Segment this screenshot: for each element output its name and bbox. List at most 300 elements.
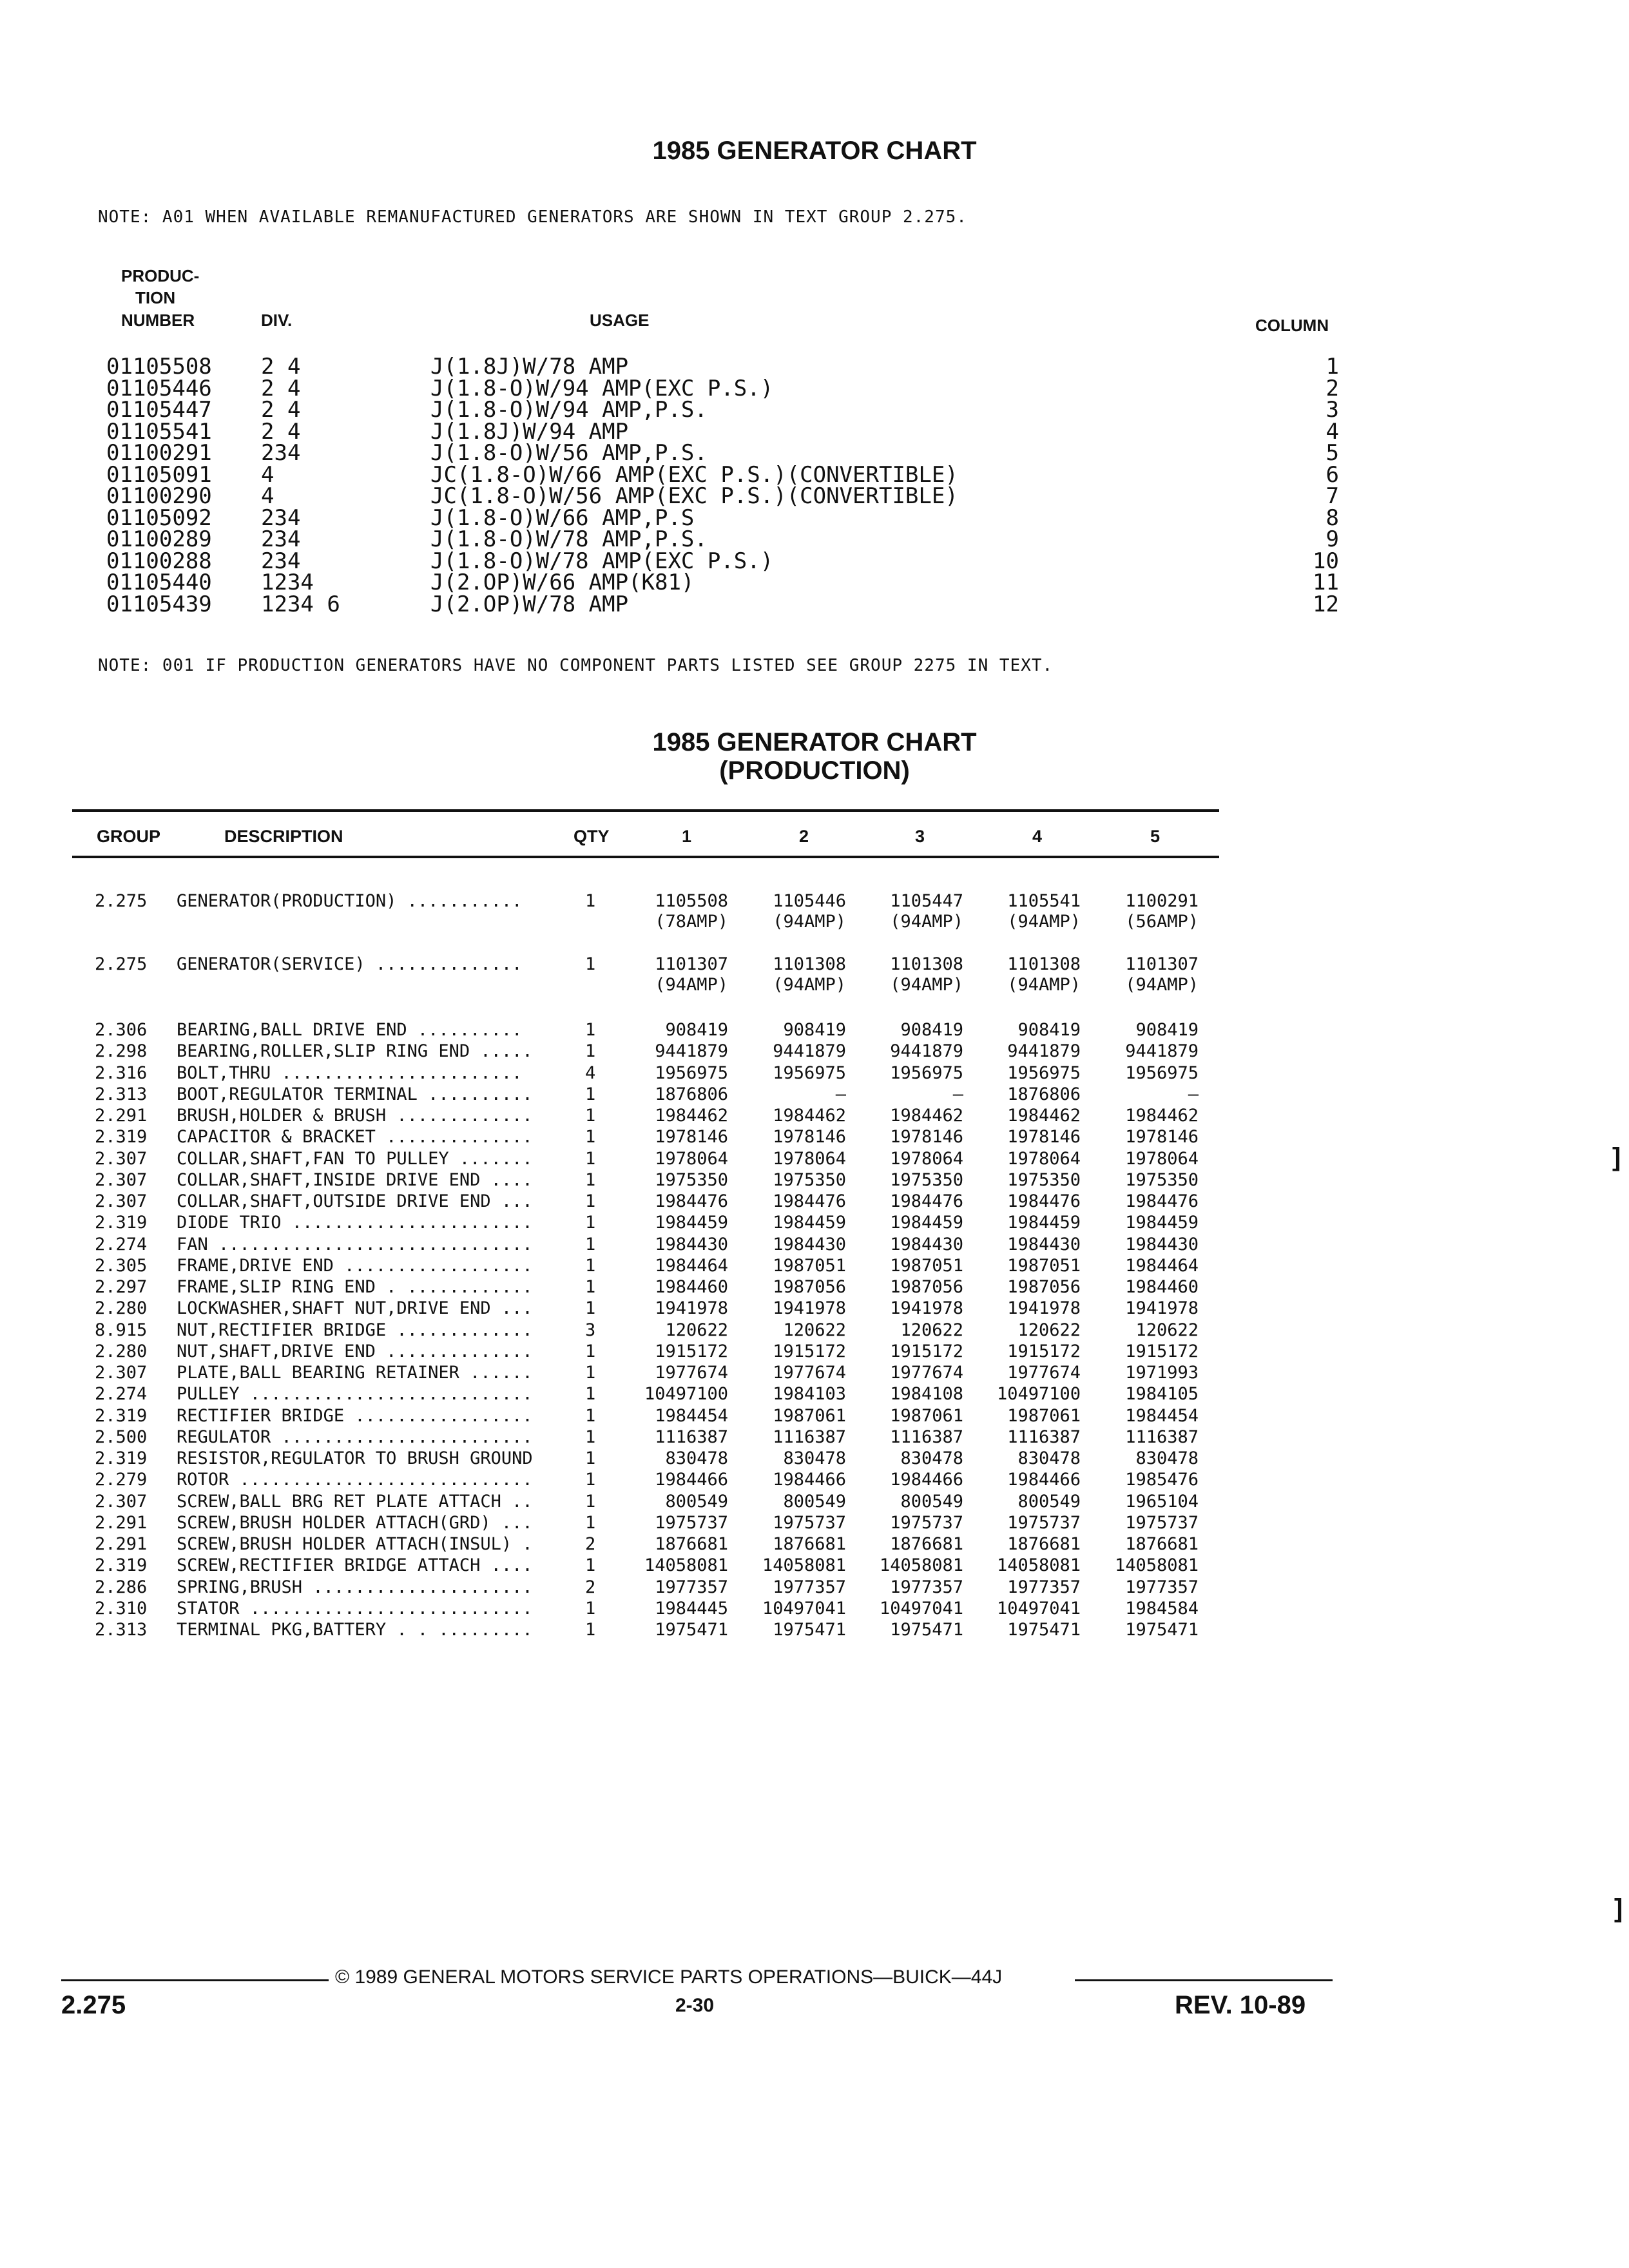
usage-text: J(1.8-O)W/56 AMP,P.S.: [430, 440, 708, 466]
header-usage: USAGE: [590, 311, 650, 330]
part-number-cell: 1984466: [773, 1470, 846, 1490]
header-column: COLUMN: [1255, 316, 1329, 335]
part-number-cell: 830478: [900, 1448, 963, 1468]
production-number: 01105440: [106, 570, 212, 595]
part-number-cell: 1101307: [1125, 954, 1199, 974]
part-number-cell: 14058081: [879, 1555, 963, 1576]
description-cell: NUT,SHAFT,DRIVE END ..............: [177, 1341, 533, 1361]
part-number-cell: 9441879: [1007, 1041, 1081, 1062]
column-number: 7: [1325, 483, 1339, 509]
usage-text: J(1.8-O)W/66 AMP,P.S: [430, 505, 695, 531]
table-row: [0, 1405, 1629, 1427]
part-number-cell: 800549: [1017, 1491, 1081, 1512]
part-number-cell: 1915172: [1007, 1341, 1081, 1361]
part-number-cell: 830478: [783, 1448, 846, 1468]
column-number: 6: [1325, 461, 1339, 488]
part-number-cell: 10497041: [762, 1598, 846, 1619]
table-row: [0, 1298, 1629, 1319]
table-header-rule: [72, 856, 1219, 858]
part-number-cell: 1915172: [655, 1341, 728, 1361]
table-row: [0, 1341, 1629, 1362]
part-number-cell: 1984460: [1125, 1277, 1199, 1297]
group-cell: 2.275: [95, 891, 148, 911]
part-number-cell: 1876681: [890, 1534, 963, 1554]
part-number-cell: 1984460: [655, 1277, 728, 1297]
part-number-cell: 1956975: [1125, 1062, 1199, 1083]
part-number-cell: (56AMP): [1125, 912, 1199, 932]
part-number-cell: 1984476: [1007, 1191, 1081, 1211]
part-number-cell: 1978064: [1007, 1148, 1081, 1169]
margin-mark-1: ]: [1612, 1143, 1621, 1171]
part-number-cell: 1977674: [773, 1363, 846, 1383]
part-number-cell: 1984466: [655, 1470, 728, 1490]
part-number-cell: 1987061: [1007, 1405, 1081, 1426]
part-number-cell: 908419: [900, 1020, 963, 1040]
part-number-cell: 14058081: [1114, 1555, 1199, 1576]
description-cell: RECTIFIER BRIDGE .................: [177, 1405, 533, 1426]
table-row: [0, 1383, 1629, 1405]
table-row: [0, 1362, 1629, 1383]
column-number: 4: [1325, 418, 1339, 445]
table-row: [0, 1533, 1629, 1555]
part-number-cell: (94AMP): [773, 975, 846, 995]
part-number-cell: 908419: [1135, 1020, 1199, 1040]
table-row: [0, 1062, 1629, 1084]
usage-row: [0, 485, 1629, 507]
part-number-cell: 1984430: [655, 1234, 728, 1254]
division: 4: [261, 461, 275, 488]
group-cell: 2.307: [95, 1169, 148, 1190]
usage-text: J(1.8-O)W/94 AMP,P.S.: [430, 397, 708, 423]
qty-cell: 1: [585, 1106, 596, 1126]
part-number-cell: 1978146: [890, 1127, 963, 1148]
part-number-cell: 1977674: [655, 1363, 728, 1383]
table2-header: [0, 826, 1629, 847]
header-group: GROUP: [97, 827, 161, 846]
header-description: DESCRIPTION: [224, 827, 343, 846]
part-number-cell: 14058081: [762, 1555, 846, 1576]
part-number-cell: 1987056: [1007, 1277, 1081, 1297]
division: 234: [261, 440, 301, 466]
part-number-cell: 1915172: [1125, 1341, 1199, 1361]
part-number-cell: 830478: [1135, 1448, 1199, 1468]
table-row: [0, 1041, 1629, 1062]
part-number-cell: 830478: [665, 1448, 728, 1468]
part-number-cell: 1975737: [655, 1512, 728, 1533]
table-row: [0, 1105, 1629, 1126]
description-cell: SCREW,BRUSH HOLDER ATTACH(GRD) ...: [177, 1512, 533, 1533]
part-number-cell: 1984108: [890, 1384, 963, 1405]
table-row: [0, 1212, 1629, 1233]
part-number-cell: 1984462: [655, 1106, 728, 1126]
division: 2 4: [261, 375, 301, 401]
qty-cell: 1: [585, 1020, 596, 1040]
part-number-cell: 1984430: [773, 1234, 846, 1254]
part-number-cell: 1984476: [773, 1191, 846, 1211]
part-number-cell: 1975737: [890, 1512, 963, 1533]
qty-cell: 1: [585, 891, 596, 911]
part-number-cell: 1975471: [655, 1620, 728, 1640]
part-number-cell: 120622: [1135, 1320, 1199, 1340]
part-number-cell: 1984459: [1125, 1213, 1199, 1233]
part-number-cell: 1876681: [655, 1534, 728, 1554]
part-number-cell: 1876681: [773, 1534, 846, 1554]
production-number: 01100290: [106, 483, 212, 509]
part-number-cell: 1975737: [1007, 1512, 1081, 1533]
part-number-cell: 1984430: [1007, 1234, 1081, 1254]
division: 2 4: [261, 354, 301, 380]
qty-cell: 1: [585, 1213, 596, 1233]
part-number-cell: 9441879: [773, 1041, 846, 1062]
table-row: [0, 1512, 1629, 1533]
part-number-cell: 1984459: [1007, 1213, 1081, 1233]
part-number-cell: (78AMP): [655, 912, 728, 932]
part-number-cell: 1984459: [655, 1213, 728, 1233]
table-row: [0, 974, 1629, 995]
usage-text: J(1.8-O)W/78 AMP,P.S.: [430, 526, 708, 552]
part-number-cell: 1105541: [1007, 891, 1081, 911]
group-cell: 2.280: [95, 1341, 148, 1361]
qty-cell: 3: [585, 1320, 596, 1340]
group-cell: 2.291: [95, 1512, 148, 1533]
group-cell: 2.297: [95, 1277, 148, 1297]
description-cell: SCREW,BALL BRG RET PLATE ATTACH ..: [177, 1491, 533, 1512]
header-production-line3: NUMBER: [121, 311, 195, 330]
description-cell: BRUSH,HOLDER & BRUSH .............: [177, 1106, 533, 1126]
part-number-cell: 1975350: [773, 1169, 846, 1190]
part-number-cell: 1975737: [1125, 1512, 1199, 1533]
production-number: 01105092: [106, 505, 212, 531]
part-number-cell: —: [835, 1084, 846, 1104]
part-number-cell: 1876806: [1007, 1084, 1081, 1104]
division: 4: [261, 483, 275, 509]
footer-rule-left: [61, 1979, 329, 1981]
group-cell: 2.274: [95, 1384, 148, 1405]
part-number-cell: 1984476: [890, 1191, 963, 1211]
qty-cell: 1: [585, 1470, 596, 1490]
part-number-cell: 1876681: [1125, 1534, 1199, 1554]
part-number-cell: 1987051: [773, 1255, 846, 1276]
description-cell: LOCKWASHER,SHAFT NUT,DRIVE END ...: [177, 1298, 533, 1319]
part-number-cell: 1975471: [1007, 1620, 1081, 1640]
group-cell: 2.275: [95, 954, 148, 974]
part-number-cell: 1978064: [1125, 1148, 1199, 1169]
part-number-cell: 1941978: [655, 1298, 728, 1319]
table-row: [0, 911, 1629, 932]
part-number-cell: 1876681: [1007, 1534, 1081, 1554]
group-cell: 2.319: [95, 1213, 148, 1233]
group-cell: 2.307: [95, 1148, 148, 1169]
description-cell: COLLAR,SHAFT,OUTSIDE DRIVE END ...: [177, 1191, 533, 1211]
chart-title: 1985 GENERATOR CHART: [652, 137, 977, 165]
table-row: [0, 1448, 1629, 1469]
part-number-cell: 1941978: [890, 1298, 963, 1319]
group-cell: 2.306: [95, 1020, 148, 1040]
part-number-cell: —: [952, 1084, 963, 1104]
part-number-cell: 1105446: [773, 891, 846, 911]
column-number: 2: [1325, 375, 1339, 401]
part-number-cell: (94AMP): [1125, 975, 1199, 995]
part-number-cell: 1984430: [1125, 1234, 1199, 1254]
part-number-cell: (94AMP): [1007, 975, 1081, 995]
production-number: 01100291: [106, 440, 212, 466]
part-number-cell: 14058081: [644, 1555, 728, 1576]
column-number: 12: [1313, 591, 1339, 617]
part-number-cell: 1116387: [655, 1427, 728, 1447]
part-number-cell: (94AMP): [1007, 912, 1081, 932]
description-cell: BOOT,REGULATOR TERMINAL ..........: [177, 1084, 533, 1104]
table-row: [0, 1598, 1629, 1619]
part-number-cell: 1971993: [1125, 1363, 1199, 1383]
part-number-cell: (94AMP): [890, 912, 963, 932]
group-cell: 2.291: [95, 1106, 148, 1126]
part-number-cell: 1978146: [1007, 1127, 1081, 1148]
table-row: [0, 1491, 1629, 1512]
column-number: 8: [1325, 505, 1339, 531]
qty-cell: 1: [585, 1234, 596, 1254]
description-cell: RESISTOR,REGULATOR TO BRUSH GROUND: [177, 1448, 533, 1468]
part-number-cell: 1116387: [1007, 1427, 1081, 1447]
header-div: DIV.: [261, 311, 293, 330]
part-number-cell: 1984466: [1007, 1470, 1081, 1490]
description-cell: SPRING,BRUSH .....................: [177, 1577, 533, 1597]
qty-cell: 1: [585, 1084, 596, 1104]
group-cell: 2.305: [95, 1255, 148, 1276]
part-number-cell: 830478: [1017, 1448, 1081, 1468]
qty-cell: 1: [585, 1512, 596, 1533]
part-number-cell: 1984459: [890, 1213, 963, 1233]
production-number: 01100289: [106, 526, 212, 552]
part-number-cell: 800549: [783, 1491, 846, 1512]
qty-cell: 1: [585, 1427, 596, 1447]
qty-cell: 4: [585, 1062, 596, 1083]
description-cell: BEARING,BALL DRIVE END ..........: [177, 1020, 523, 1040]
part-number-cell: 1978064: [773, 1148, 846, 1169]
part-number-cell: 1984466: [890, 1470, 963, 1490]
page-number: 2-30: [675, 1995, 715, 2016]
group-cell: 2.319: [95, 1448, 148, 1468]
production-number: 01105439: [106, 591, 212, 617]
production-number: 01105446: [106, 375, 212, 401]
group-cell: 2.307: [95, 1363, 148, 1383]
header-production-line2: TION: [135, 288, 176, 307]
part-number-cell: 1956975: [655, 1062, 728, 1083]
usage-text: JC(1.8-O)W/56 AMP(EXC P.S.)(CONVERTIBLE): [430, 483, 958, 509]
part-number-cell: 1101308: [1007, 954, 1081, 974]
description-cell: FAN ..............................: [177, 1234, 533, 1254]
part-number-cell: 1105447: [890, 891, 963, 911]
description-cell: TERMINAL PKG,BATTERY . . .........: [177, 1620, 533, 1640]
part-number-cell: 1984454: [1125, 1405, 1199, 1426]
usage-text: J(1.8-O)W/78 AMP(EXC P.S.): [430, 548, 774, 574]
part-number-cell: 1965104: [1125, 1491, 1199, 1512]
table-row: [0, 1255, 1629, 1276]
usage-text: J(1.8J)W/78 AMP: [430, 354, 629, 380]
part-number-cell: (94AMP): [655, 975, 728, 995]
qty-cell: 1: [585, 1620, 596, 1640]
division: 1234 6: [261, 591, 340, 617]
footer-rule-right: [1075, 1979, 1333, 1981]
description-cell: NUT,RECTIFIER BRIDGE .............: [177, 1320, 533, 1340]
table-row: [0, 954, 1629, 975]
usage-row: [0, 461, 1629, 488]
division: 234: [261, 526, 301, 552]
part-number-cell: 120622: [783, 1320, 846, 1340]
description-cell: COLLAR,SHAFT,INSIDE DRIVE END ....: [177, 1169, 533, 1190]
part-number-cell: 800549: [665, 1491, 728, 1512]
table-row: [0, 1084, 1629, 1105]
part-number-cell: 1978146: [655, 1127, 728, 1148]
table-row: [0, 1469, 1629, 1490]
header-col-3: 3: [915, 827, 925, 846]
table-row: [0, 1234, 1629, 1255]
part-number-cell: 1116387: [773, 1427, 846, 1447]
part-number-cell: 1987061: [890, 1405, 963, 1426]
header-qty: QTY: [574, 827, 610, 846]
qty-cell: 1: [585, 954, 596, 974]
section-number: 2.275: [61, 1991, 126, 2019]
part-number-cell: 1975471: [890, 1620, 963, 1640]
qty-cell: 2: [585, 1534, 596, 1554]
part-number-cell: 1987061: [773, 1405, 846, 1426]
part-number-cell: 1987051: [890, 1255, 963, 1276]
description-cell: SCREW,BRUSH HOLDER ATTACH(INSUL) .: [177, 1534, 533, 1554]
usage-row: [0, 356, 1629, 378]
part-number-cell: 1984454: [655, 1405, 728, 1426]
part-number-cell: 1978064: [655, 1148, 728, 1169]
part-number-cell: 1977357: [1125, 1577, 1199, 1597]
part-number-cell: 908419: [665, 1020, 728, 1040]
part-number-cell: 1941978: [773, 1298, 846, 1319]
part-number-cell: 1984464: [1125, 1255, 1199, 1276]
qty-cell: 1: [585, 1127, 596, 1148]
part-number-cell: 908419: [1017, 1020, 1081, 1040]
header-col-1: 1: [682, 827, 692, 846]
part-number-cell: 1105508: [655, 891, 728, 911]
part-number-cell: 1941978: [1007, 1298, 1081, 1319]
part-number-cell: 1984462: [890, 1106, 963, 1126]
part-number-cell: 1984462: [1007, 1106, 1081, 1126]
table-row: [0, 1427, 1629, 1448]
header-col-4: 4: [1032, 827, 1043, 846]
table-row: [0, 1619, 1629, 1640]
group-cell: 2.319: [95, 1127, 148, 1148]
part-number-cell: 1915172: [890, 1341, 963, 1361]
qty-cell: 1: [585, 1255, 596, 1276]
table-row: [0, 1191, 1629, 1212]
column-number: 9: [1325, 526, 1339, 552]
part-number-cell: 1984476: [1125, 1191, 1199, 1211]
part-number-cell: 1984430: [890, 1234, 963, 1254]
production-number: 01100288: [106, 548, 212, 574]
part-number-cell: 120622: [665, 1320, 728, 1340]
table-row: [0, 890, 1629, 912]
part-number-cell: 1978064: [890, 1148, 963, 1169]
usage-row: [0, 572, 1629, 593]
header-col-2: 2: [799, 827, 809, 846]
table-row: [0, 1320, 1629, 1341]
group-cell: 2.307: [95, 1491, 148, 1512]
usage-text: JC(1.8-O)W/66 AMP(EXC P.S.)(CONVERTIBLE): [430, 461, 958, 488]
group-cell: 2.313: [95, 1620, 148, 1640]
part-number-cell: 10497041: [996, 1598, 1081, 1619]
production-number: 01105541: [106, 418, 212, 445]
part-number-cell: 9441879: [1125, 1041, 1199, 1062]
chart-title-2: 1985 GENERATOR CHART: [652, 728, 977, 756]
group-cell: 2.500: [95, 1427, 148, 1447]
group-cell: 2.307: [95, 1191, 148, 1211]
production-number: 01105091: [106, 461, 212, 488]
table-row: [0, 1577, 1629, 1598]
part-number-cell: 1116387: [1125, 1427, 1199, 1447]
qty-cell: 2: [585, 1577, 596, 1597]
table-top-rule: [72, 809, 1219, 812]
part-number-cell: 1977357: [890, 1577, 963, 1597]
column-number: 10: [1313, 548, 1339, 574]
part-number-cell: 1101308: [773, 954, 846, 974]
part-number-cell: 1101307: [655, 954, 728, 974]
group-cell: 2.316: [95, 1062, 148, 1083]
description-cell: BEARING,ROLLER,SLIP RING END .....: [177, 1041, 533, 1062]
qty-cell: 1: [585, 1191, 596, 1211]
part-number-cell: 1977674: [1007, 1363, 1081, 1383]
description-cell: GENERATOR(PRODUCTION) ...........: [177, 891, 523, 911]
qty-cell: 1: [585, 1169, 596, 1190]
note-001: NOTE: 001 IF PRODUCTION GENERATORS HAVE NO COMPONENT PARTS LISTED SEE GROUP 2275 IN TEXT.: [98, 656, 1054, 675]
table-row: [0, 1126, 1629, 1148]
division: 2 4: [261, 418, 301, 445]
group-cell: 2.291: [95, 1534, 148, 1554]
group-cell: 2.280: [95, 1298, 148, 1319]
group-cell: 2.319: [95, 1555, 148, 1576]
description-cell: STATOR ...........................: [177, 1598, 533, 1619]
part-number-cell: 1915172: [773, 1341, 846, 1361]
usage-row: [0, 442, 1629, 464]
description-cell: COLLAR,SHAFT,FAN TO PULLEY .......: [177, 1148, 533, 1169]
production-number: 01105447: [106, 397, 212, 423]
part-number-cell: 9441879: [890, 1041, 963, 1062]
qty-cell: 1: [585, 1277, 596, 1297]
part-number-cell: 1956975: [1007, 1062, 1081, 1083]
part-number-cell: 120622: [1017, 1320, 1081, 1340]
column-number: 1: [1325, 354, 1339, 380]
part-number-cell: 10497100: [996, 1384, 1081, 1405]
table-row: [0, 1169, 1629, 1191]
description-cell: CAPACITOR & BRACKET ..............: [177, 1127, 533, 1148]
part-number-cell: 1956975: [890, 1062, 963, 1083]
copyright-line: © 1989 GENERAL MOTORS SERVICE PARTS OPERATIONS—BUICK—44J: [335, 1966, 1003, 1988]
qty-cell: 1: [585, 1598, 596, 1619]
part-number-cell: 120622: [900, 1320, 963, 1340]
part-number-cell: 1984459: [773, 1213, 846, 1233]
part-number-cell: 1984464: [655, 1255, 728, 1276]
group-cell: 2.274: [95, 1234, 148, 1254]
part-number-cell: 1975350: [890, 1169, 963, 1190]
part-number-cell: 10497041: [879, 1598, 963, 1619]
part-number-cell: 1984445: [655, 1598, 728, 1619]
part-number-cell: 10497100: [644, 1384, 728, 1405]
division: 234: [261, 505, 301, 531]
note-a01: NOTE: A01 WHEN AVAILABLE REMANUFACTURED GENERATORS ARE SHOWN IN TEXT GROUP 2.275.: [98, 207, 967, 227]
part-number-cell: —: [1188, 1084, 1199, 1104]
description-cell: PLATE,BALL BEARING RETAINER ......: [177, 1363, 533, 1383]
part-number-cell: 9441879: [655, 1041, 728, 1062]
description-cell: REGULATOR ........................: [177, 1427, 533, 1447]
part-number-cell: 1941978: [1125, 1298, 1199, 1319]
part-number-cell: 1977357: [773, 1577, 846, 1597]
production-number: 01105508: [106, 354, 212, 380]
qty-cell: 1: [585, 1148, 596, 1169]
